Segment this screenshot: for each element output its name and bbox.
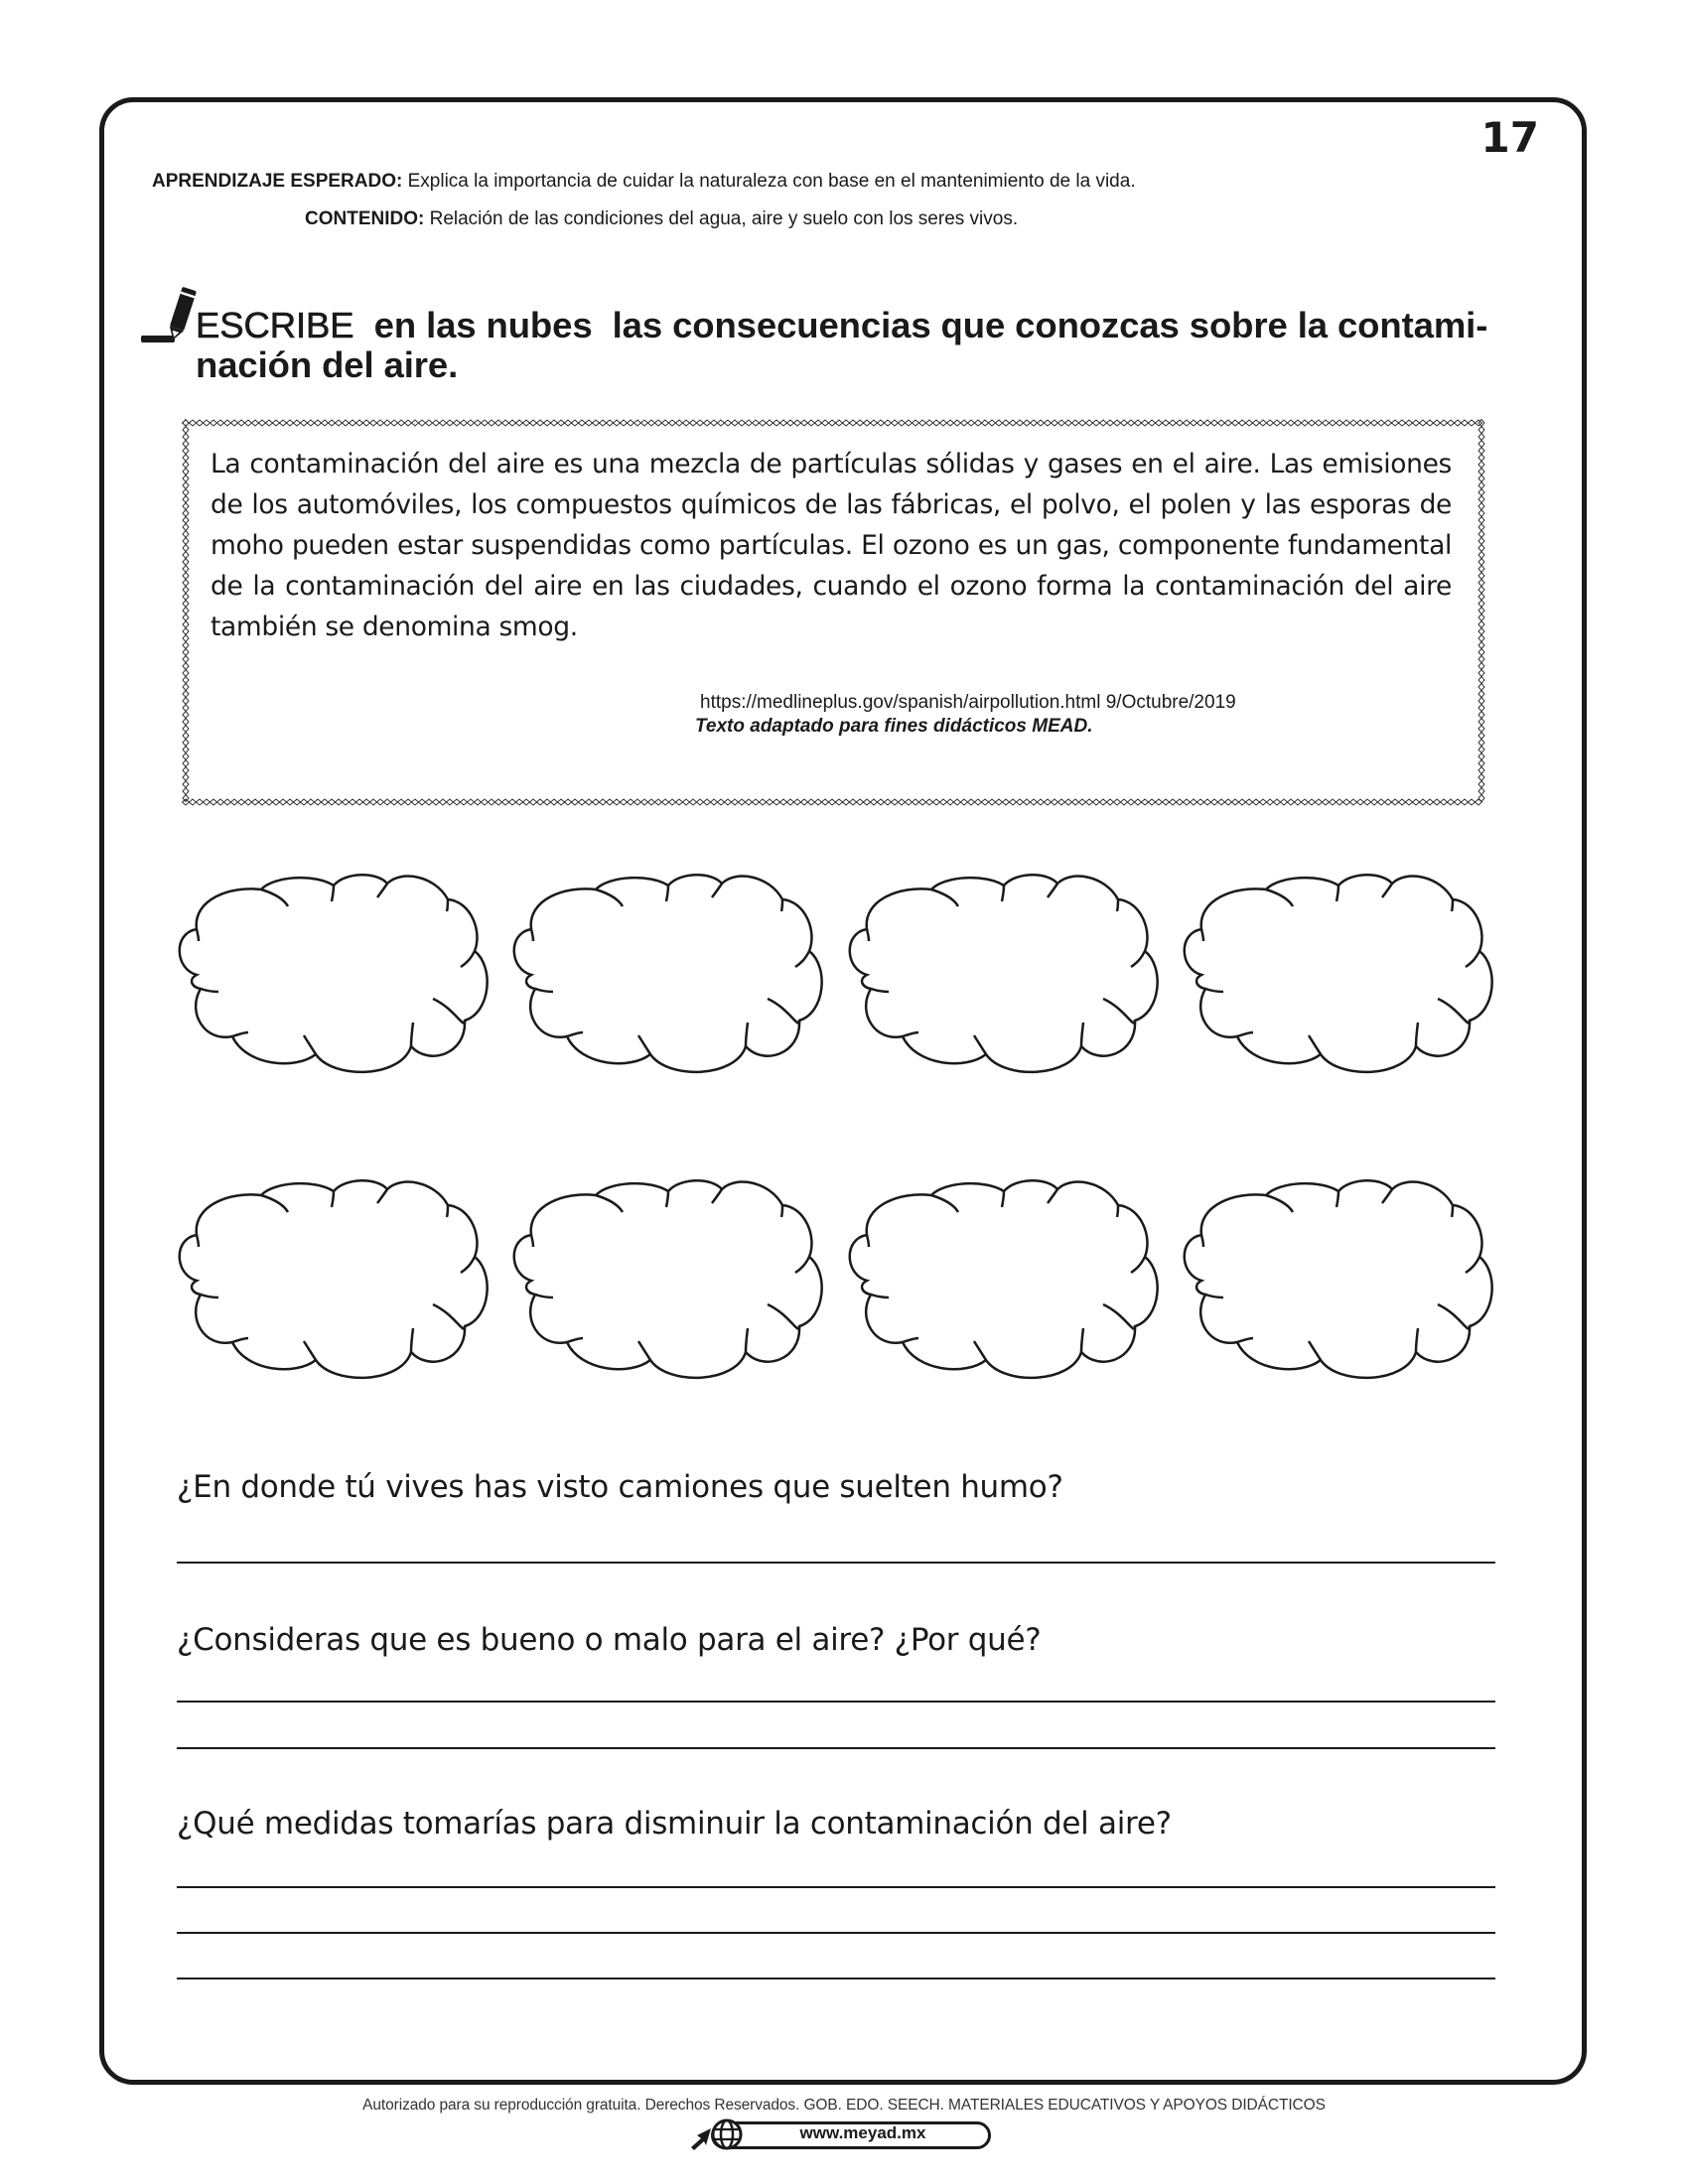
footer-copyright: Autorizado para su reproducción gratuita. Derechos Reservados. GOB. EDO. SEECH. MATERIALES EDUCATIVOS Y APOYOS DIDÁCTICOS bbox=[362, 2097, 1326, 2114]
cloud-outline bbox=[180, 875, 488, 1072]
cloud-answer-box[interactable] bbox=[167, 872, 506, 1078]
question-3: ¿Qué medidas tomarías para disminuir la contaminación del aire? bbox=[177, 1806, 1172, 1842]
cloud-answer-box[interactable] bbox=[1172, 872, 1511, 1078]
source-citation: https://medlineplus.gov/spanish/airpollution.html 9/Octubre/2019 bbox=[700, 692, 1236, 713]
cloud-outline bbox=[514, 875, 822, 1072]
answer-line-q3[interactable] bbox=[177, 1932, 1495, 1934]
cloud-detail-stroke bbox=[1117, 899, 1118, 911]
cloud-outline bbox=[850, 1180, 1158, 1378]
content-topic bbox=[305, 208, 1018, 230]
cloud-detail-stroke bbox=[1452, 899, 1453, 911]
question-1: ¿En donde tú vives has visto camiones que suelten humo? bbox=[177, 1469, 1063, 1505]
question-2: ¿Consideras que es bueno o malo para el aire? ¿Por qué? bbox=[177, 1622, 1042, 1658]
answer-line-q2[interactable] bbox=[177, 1747, 1495, 1749]
page-number: 17 bbox=[1480, 113, 1539, 162]
cloud-detail-stroke bbox=[1117, 1205, 1118, 1217]
cloud-outline bbox=[1185, 1180, 1492, 1378]
source-adaptation-note: Texto adaptado para fines didácticos MEAD. bbox=[695, 716, 1093, 737]
cursor-arrow-icon bbox=[689, 2125, 715, 2151]
cloud-answer-box[interactable] bbox=[167, 1177, 506, 1384]
content-topic-label: CONTENIDO: bbox=[305, 208, 425, 229]
answer-line-q3[interactable] bbox=[177, 1978, 1495, 1979]
cloud-outline bbox=[180, 1180, 488, 1378]
cloud-outline bbox=[850, 875, 1158, 1072]
cloud-detail-stroke bbox=[781, 1205, 782, 1217]
page-frame bbox=[99, 97, 1587, 2085]
instruction-text-line1: en las nubes las consecuencias que conozcas sobre la contami- bbox=[353, 305, 1488, 345]
website-link[interactable]: www.meyad.mx bbox=[799, 2123, 926, 2142]
instruction-text-line2: nación del aire. bbox=[196, 344, 459, 385]
cloud-answer-box[interactable] bbox=[1172, 1177, 1511, 1384]
pencil-icon bbox=[139, 282, 197, 345]
cloud-detail-stroke bbox=[781, 899, 782, 911]
cloud-answer-box[interactable] bbox=[837, 1177, 1177, 1384]
answer-line-q3[interactable] bbox=[177, 1886, 1495, 1888]
expected-learning-label: APRENDIZAJE ESPERADO: bbox=[152, 171, 403, 192]
cloud-answer-box[interactable] bbox=[501, 1177, 841, 1384]
cloud-answer-box[interactable] bbox=[837, 872, 1177, 1078]
content-topic-text: Relación de las condiciones del agua, aire y suelo con los seres vivos. bbox=[429, 208, 1019, 229]
answer-line-q2[interactable] bbox=[177, 1701, 1495, 1703]
cloud-detail-stroke bbox=[447, 1205, 448, 1217]
cloud-detail-stroke bbox=[1452, 1205, 1453, 1217]
expected-learning-text: Explica la importancia de cuidar la naturaleza con base en el mantenimiento de la vida. bbox=[407, 171, 1136, 192]
expected-learning bbox=[152, 171, 1136, 193]
answer-line-q1[interactable] bbox=[177, 1562, 1495, 1564]
instruction-heading bbox=[196, 306, 1487, 345]
footer-website-badge[interactable] bbox=[689, 2117, 997, 2151]
instruction-keyword: ESCRIBE bbox=[196, 305, 354, 345]
cloud-answer-box[interactable] bbox=[501, 872, 841, 1078]
reading-passage: La contaminación del aire es una mezcla de partículas sólidas y gases en el aire. Las emisiones de los automóviles, los compuestos químicos de las fábricas, el polvo, el polen y las esporas de moho pueden estar suspendidas como partículas. El ozono es un gas, componente fundamental de la contaminación del aire en las ciudades, cuando el ozono forma la contaminación del aire también se denomina smog. bbox=[211, 449, 1452, 642]
cloud-outline bbox=[514, 1180, 822, 1378]
cloud-detail-stroke bbox=[447, 899, 448, 911]
cloud-outline bbox=[1185, 875, 1492, 1072]
